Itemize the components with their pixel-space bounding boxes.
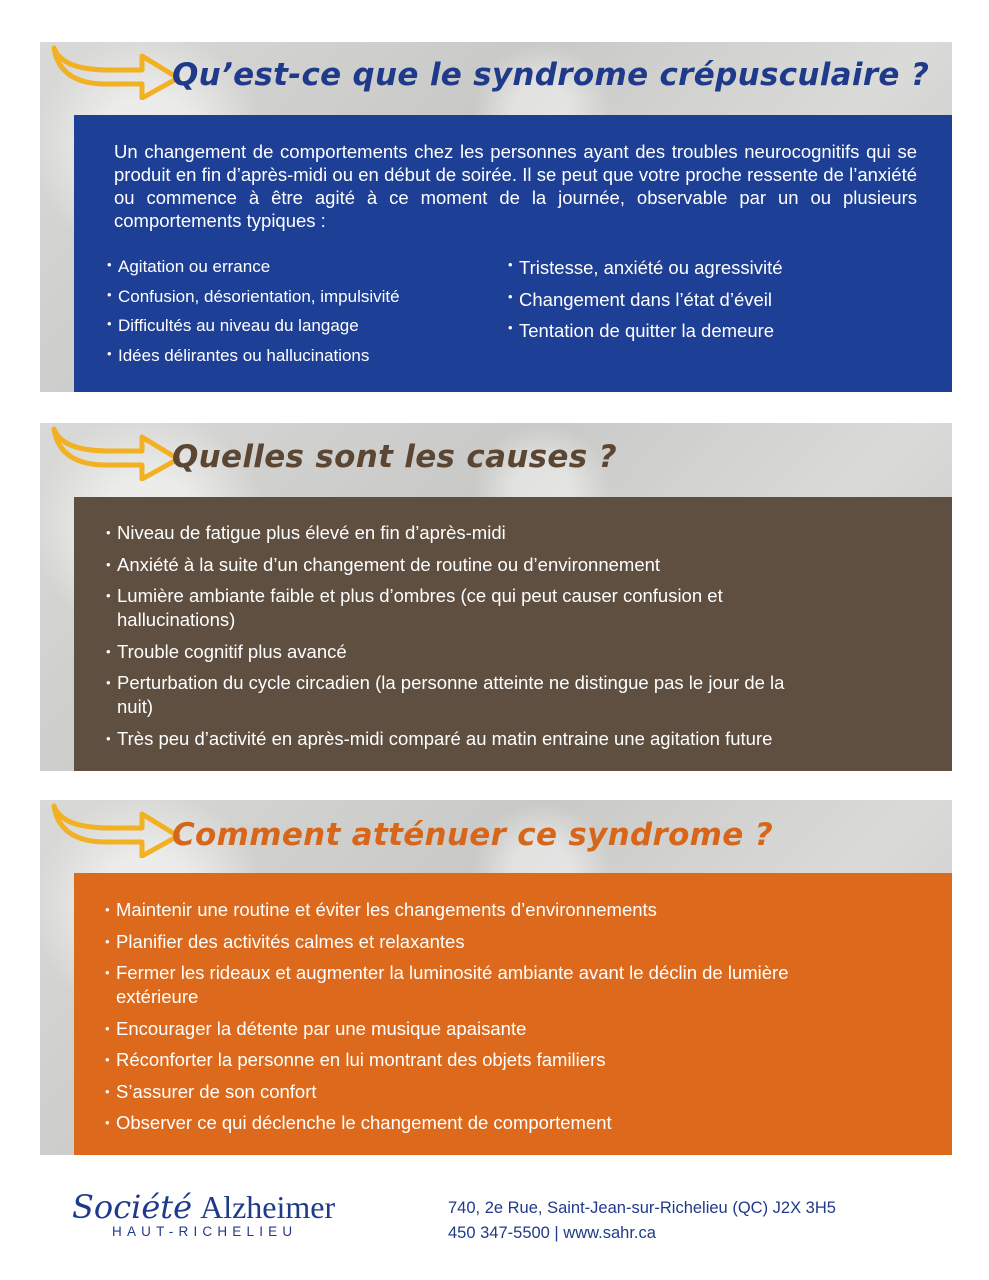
section-what-is-sundowning xyxy=(40,42,952,392)
brown-panel xyxy=(74,497,952,771)
list-item: • Très peu d’activité en après-midi comparé au matin entraine une agitation future xyxy=(106,727,966,751)
list-item: • S’assurer de son confort xyxy=(105,1080,965,1104)
section-title: Qu’est-ce que le syndrome crépusculaire ? xyxy=(172,57,930,93)
list-item: • Niveau de fatigue plus élevé en fin d’après-midi xyxy=(106,521,966,545)
list-item: • Fermer les rideaux et augmenter la luminosité ambiante avant le déclin de lumière extérieure xyxy=(105,961,826,1009)
intro-paragraph: Un changement de comportements chez les personnes ayant des troubles neurocognitifs qui se produit en fin d’après-midi ou en début de soirée. Il se peut que votre proche ressente de l’anxiété ou commence à être agité à ce moment de la journée, observable par un ou plusieurs comportements typiques : xyxy=(114,141,917,231)
org-name-italic: Société xyxy=(72,1188,193,1226)
organization-logo xyxy=(72,1188,412,1239)
list-item: • Réconforter la personne en lui montrant des objets familiers xyxy=(105,1048,965,1072)
org-name xyxy=(72,1188,412,1226)
address: 740, 2e Rue, Saint-Jean-sur-Richelieu (QC) J2X 3H5 xyxy=(448,1199,836,1217)
list-item: • Lumière ambiante faible et plus d’ombres (ce qui peut causer confusion et hallucinations) xyxy=(106,584,817,632)
phone-website: 450 347-5500 | www.sahr.ca xyxy=(448,1224,656,1242)
list-item: • Difficultés au niveau du langage xyxy=(107,316,507,346)
list-item: • Changement dans l’état d’éveil xyxy=(508,289,908,321)
section-title: Quelles sont les causes ? xyxy=(172,439,617,475)
list-item: • Encourager la détente par une musique apaisante xyxy=(105,1017,965,1041)
contact-info xyxy=(448,1196,836,1246)
causes-list xyxy=(106,521,966,758)
list-item: • Trouble cognitif plus avancé xyxy=(106,640,966,664)
tips-list xyxy=(105,898,965,1143)
orange-panel xyxy=(74,873,952,1155)
section-title: Comment atténuer ce syndrome ? xyxy=(172,817,773,853)
behaviors-list-right xyxy=(508,257,908,352)
list-item: • Perturbation du cycle circadien (la personne atteinte ne distingue pas le jour de la nuit) xyxy=(106,671,817,719)
list-item: • Observer ce qui déclenche le changement de comportement xyxy=(105,1111,965,1135)
list-item: • Agitation ou errance xyxy=(107,257,507,287)
list-item: • Idées délirantes ou hallucinations xyxy=(107,346,507,376)
list-item: • Tentation de quitter la demeure xyxy=(508,320,908,352)
org-name-bold: Alzheimer xyxy=(200,1189,336,1225)
list-item: • Anxiété à la suite d’un changement de routine ou d’environnement xyxy=(106,553,966,577)
blue-panel xyxy=(74,115,952,392)
behaviors-list-left xyxy=(107,257,507,375)
list-item: • Maintenir une routine et éviter les changements d’environnements xyxy=(105,898,965,922)
section-causes xyxy=(40,423,952,771)
list-item: • Tristesse, anxiété ou agressivité xyxy=(508,257,908,289)
list-item: • Confusion, désorientation, impulsivité xyxy=(107,287,507,317)
section-how-to-reduce xyxy=(40,800,952,1155)
list-item: • Planifier des activités calmes et relaxantes xyxy=(105,930,965,954)
org-subtitle: HAUT-RICHELIEU xyxy=(112,1224,298,1239)
